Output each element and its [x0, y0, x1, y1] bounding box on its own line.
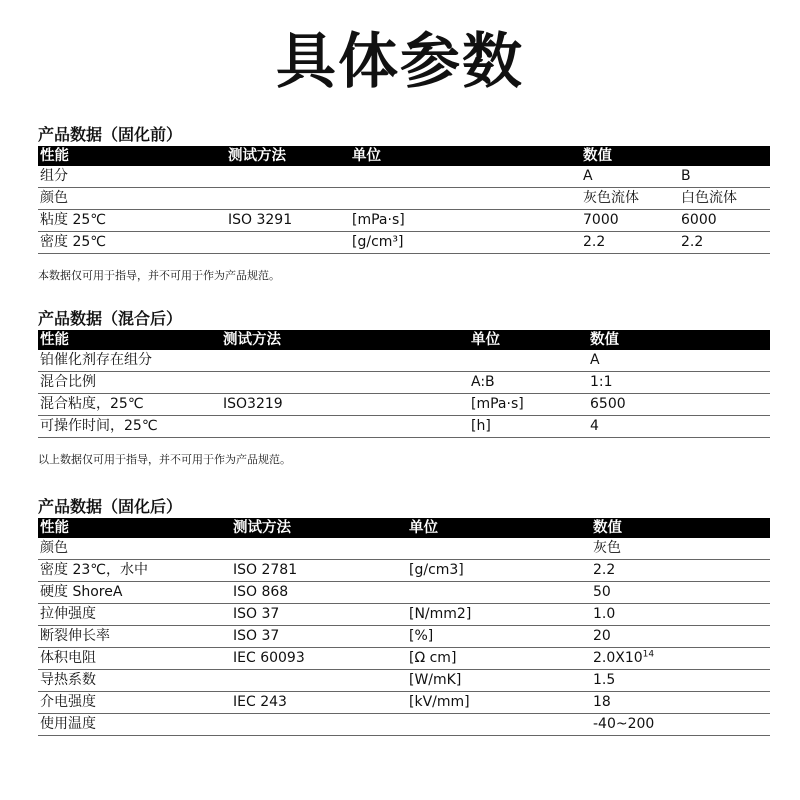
cell-value: 50	[591, 582, 770, 604]
cell-unit	[469, 350, 588, 372]
table-row	[38, 604, 770, 626]
cell-unit: [mPa·s]	[469, 394, 588, 416]
cell-test-method: ISO 2781	[231, 560, 407, 582]
cell-unit: [%]	[407, 626, 591, 648]
cell-value: 6500	[588, 394, 770, 416]
page-title: 具体参数	[276, 27, 524, 97]
header-test-method: 测试方法	[221, 330, 469, 350]
cell-property: 使用温度	[38, 714, 231, 736]
data-table	[38, 330, 770, 438]
cell-test-method: IEC 243	[231, 692, 407, 714]
cell-property: 断裂伸长率	[38, 626, 231, 648]
table-row	[38, 670, 770, 692]
section-title: 产品数据（混合后）	[38, 309, 183, 328]
cell-unit: [g/cm³]	[350, 232, 581, 254]
cell-property: 粘度 25℃	[38, 210, 226, 232]
cell-unit: [g/cm3]	[407, 560, 591, 582]
section-after-curing	[38, 496, 770, 736]
cell-value: 1:1	[588, 372, 770, 394]
cell-property: 可操作时间，25℃	[38, 416, 221, 438]
cell-unit	[407, 538, 591, 560]
cell-test-method: ISO 37	[231, 604, 407, 626]
cell-test-method	[226, 232, 350, 254]
cell-property: 混合比例	[38, 372, 221, 394]
cell-unit: [h]	[469, 416, 588, 438]
header-test-method: 测试方法	[226, 146, 350, 166]
header-value: 数值	[588, 330, 770, 350]
cell-unit: [Ω cm]	[407, 648, 591, 670]
table-row	[38, 372, 770, 394]
table-row	[38, 210, 770, 232]
cell-unit: [N/mm2]	[407, 604, 591, 626]
cell-test-method	[221, 416, 469, 438]
cell-unit	[350, 166, 581, 188]
data-table	[38, 146, 770, 254]
cell-unit	[407, 582, 591, 604]
header-value-b	[679, 146, 770, 166]
cell-test-method	[221, 372, 469, 394]
cell-unit	[407, 714, 591, 736]
cell-value: 2.2	[591, 560, 770, 582]
cell-property: 铂催化剂存在组分	[38, 350, 221, 372]
cell-value-a: A	[581, 166, 679, 188]
cell-test-method: ISO 868	[231, 582, 407, 604]
table-row	[38, 232, 770, 254]
table-row	[38, 560, 770, 582]
cell-property: 介电强度	[38, 692, 231, 714]
header-unit: 单位	[469, 330, 588, 350]
table-row	[38, 648, 770, 670]
cell-value-b: 白色流体	[679, 188, 770, 210]
cell-test-method	[226, 188, 350, 210]
disclaimer-note: 本数据仅可用于指导，并不可用于作为产品规范。	[38, 269, 280, 282]
cell-unit: A:B	[469, 372, 588, 394]
header-unit: 单位	[350, 146, 581, 166]
table-row	[38, 416, 770, 438]
table-row	[38, 188, 770, 210]
value-mantissa: 2.0X10	[593, 650, 643, 666]
cell-value-b: 2.2	[679, 232, 770, 254]
header-value: 数值	[591, 518, 770, 538]
cell-test-method: ISO 3291	[226, 210, 350, 232]
header-unit: 单位	[407, 518, 591, 538]
cell-property: 混合粘度，25℃	[38, 394, 221, 416]
cell-test-method: IEC 60093	[231, 648, 407, 670]
cell-property: 拉伸强度	[38, 604, 231, 626]
cell-value: 18	[591, 692, 770, 714]
header-property: 性能	[38, 518, 231, 538]
cell-property: 组分	[38, 166, 226, 188]
header-value: 数值	[581, 146, 679, 166]
table-row	[38, 626, 770, 648]
cell-property: 导热系数	[38, 670, 231, 692]
section-title: 产品数据（固化后）	[38, 497, 183, 516]
cell-value: A	[588, 350, 770, 372]
cell-value: 4	[588, 416, 770, 438]
cell-value	[591, 648, 770, 670]
table-header-row	[38, 330, 770, 350]
header-property: 性能	[38, 146, 226, 166]
cell-unit	[350, 188, 581, 210]
cell-unit: [mPa·s]	[350, 210, 581, 232]
table-row	[38, 394, 770, 416]
cell-value-a: 2.2	[581, 232, 679, 254]
cell-value: 20	[591, 626, 770, 648]
cell-property: 硬度 ShoreA	[38, 582, 231, 604]
disclaimer-note: 以上数据仅可用于指导，并不可用于作为产品规范。	[38, 453, 291, 466]
table-row	[38, 582, 770, 604]
cell-value: 灰色	[591, 538, 770, 560]
cell-value: -40~200	[591, 714, 770, 736]
cell-test-method: ISO3219	[221, 394, 469, 416]
cell-value-a: 灰色流体	[581, 188, 679, 210]
header-test-method: 测试方法	[231, 518, 407, 538]
cell-property: 颜色	[38, 538, 231, 560]
table-row	[38, 692, 770, 714]
header-property: 性能	[38, 330, 221, 350]
cell-unit: [W/mK]	[407, 670, 591, 692]
cell-property: 密度 23℃，水中	[38, 560, 231, 582]
table-row	[38, 714, 770, 736]
cell-value: 1.0	[591, 604, 770, 626]
cell-test-method: ISO 37	[231, 626, 407, 648]
cell-property: 颜色	[38, 188, 226, 210]
table-row	[38, 350, 770, 372]
cell-property: 密度 25℃	[38, 232, 226, 254]
cell-value-b: 6000	[679, 210, 770, 232]
section-title: 产品数据（固化前）	[38, 125, 183, 144]
cell-test-method	[221, 350, 469, 372]
cell-property: 体积电阻	[38, 648, 231, 670]
cell-value-a: 7000	[581, 210, 679, 232]
table-header-row	[38, 146, 770, 166]
value-exponent: 14	[642, 649, 655, 660]
cell-value: 1.5	[591, 670, 770, 692]
table-row	[38, 538, 770, 560]
cell-value-b: B	[679, 166, 770, 188]
data-table	[38, 518, 770, 736]
cell-test-method	[231, 538, 407, 560]
section-after-mixing	[38, 308, 770, 468]
table-header-row	[38, 518, 770, 538]
cell-test-method	[226, 166, 350, 188]
section-before-curing	[38, 124, 770, 284]
cell-unit: [kV/mm]	[407, 692, 591, 714]
table-row	[38, 166, 770, 188]
cell-test-method	[231, 714, 407, 736]
cell-test-method	[231, 670, 407, 692]
